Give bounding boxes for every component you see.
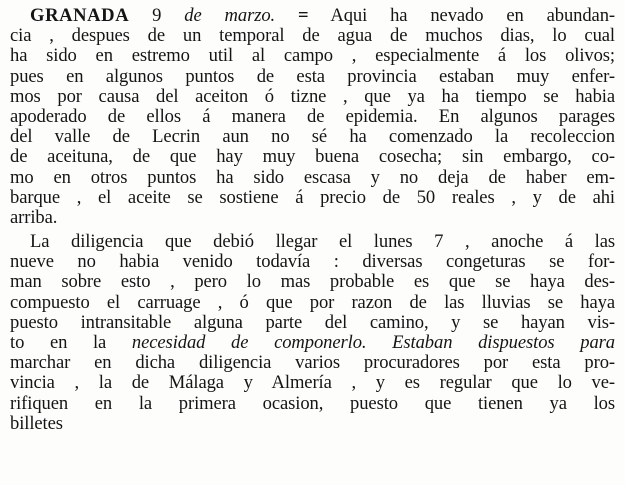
dateline-line: [10, 6, 615, 26]
news-article: [10, 6, 615, 434]
paragraph-2-line-4: compuesto el carruage , ó que por razon de las lluvias se haya: [10, 291, 615, 313]
paragraph-2-line-9: rifiquen en la primera ocasion, puesto que tienen ya los: [10, 392, 615, 414]
paragraph-1: [10, 6, 615, 228]
paragraph-2-line-5: puesto intransitable alguna parte del camino, y se hayan vis-: [10, 311, 615, 333]
paragraph-2: [10, 232, 615, 434]
paragraph-1-line-3: ha sido en estremo util al campo , especialmente á los olivos;: [10, 45, 615, 67]
paragraph-1-line-1-text: Aqui ha nevado en abundan-: [330, 5, 615, 26]
paragraph-2-line-3: man sobre esto , pero lo mas probable es que se haya des-: [10, 271, 615, 293]
paragraph-1-line-5: mos por causa del aceiton ó tizne , que ya ha tiempo se habia: [10, 85, 615, 107]
dateline-day: 9: [152, 5, 162, 26]
paragraph-2-line-2: nueve no habia venido todavía : diversas congeturas se for-: [10, 251, 615, 273]
paragraph-2-line-6: [10, 333, 615, 353]
paragraph-2-italic-phrase: necesidad de componerlo.: [131, 332, 367, 353]
paragraph-1-line-11: arriba.: [10, 206, 58, 228]
dateline-separator: =: [298, 5, 309, 26]
paragraph-1-line-6: apoderado de ellos á manera de epidemia. En algunos parages: [10, 105, 615, 127]
dateline-month: de marzo.: [184, 5, 276, 26]
paragraph-1-line-2: cia , despues de un temporal de agua de muchos dias, lo cual: [10, 25, 615, 47]
paragraph-1-line-9: mo en otros puntos ha sido escasa y no deja de haber em-: [10, 166, 615, 188]
paragraph-2-line-6-end: Estaban dispuestos para: [392, 332, 615, 353]
paragraph-2-line-7: marchar en dicha diligencia varios procuradores por esta pro-: [10, 352, 615, 374]
paragraph-1-line-4: pues en algunos puntos de esta provincia estaban muy enfer-: [10, 65, 615, 87]
dateline-place: GRANADA: [30, 5, 130, 26]
paragraph-2-line-1: La diligencia que debió llegar el lunes 7 , anoche á las: [30, 231, 615, 253]
paragraph-2-line-10: billetes: [10, 412, 63, 434]
paragraph-2-line-8: vincia , la de Málaga y Almería , y es regular que lo ve-: [10, 372, 615, 394]
paragraph-1-line-7: del valle de Lecrin aun no sé ha comenzado la recoleccion: [10, 126, 615, 148]
paragraph-1-line-10: barque , el aceite se sostiene á precio de 50 reales , y de ahi: [10, 186, 615, 208]
paragraph-2-line-6-start: to en la: [10, 332, 107, 353]
paragraph-1-line-8: de aceituna, de que hay muy buena cosecha; sin embargo, co-: [10, 146, 615, 168]
